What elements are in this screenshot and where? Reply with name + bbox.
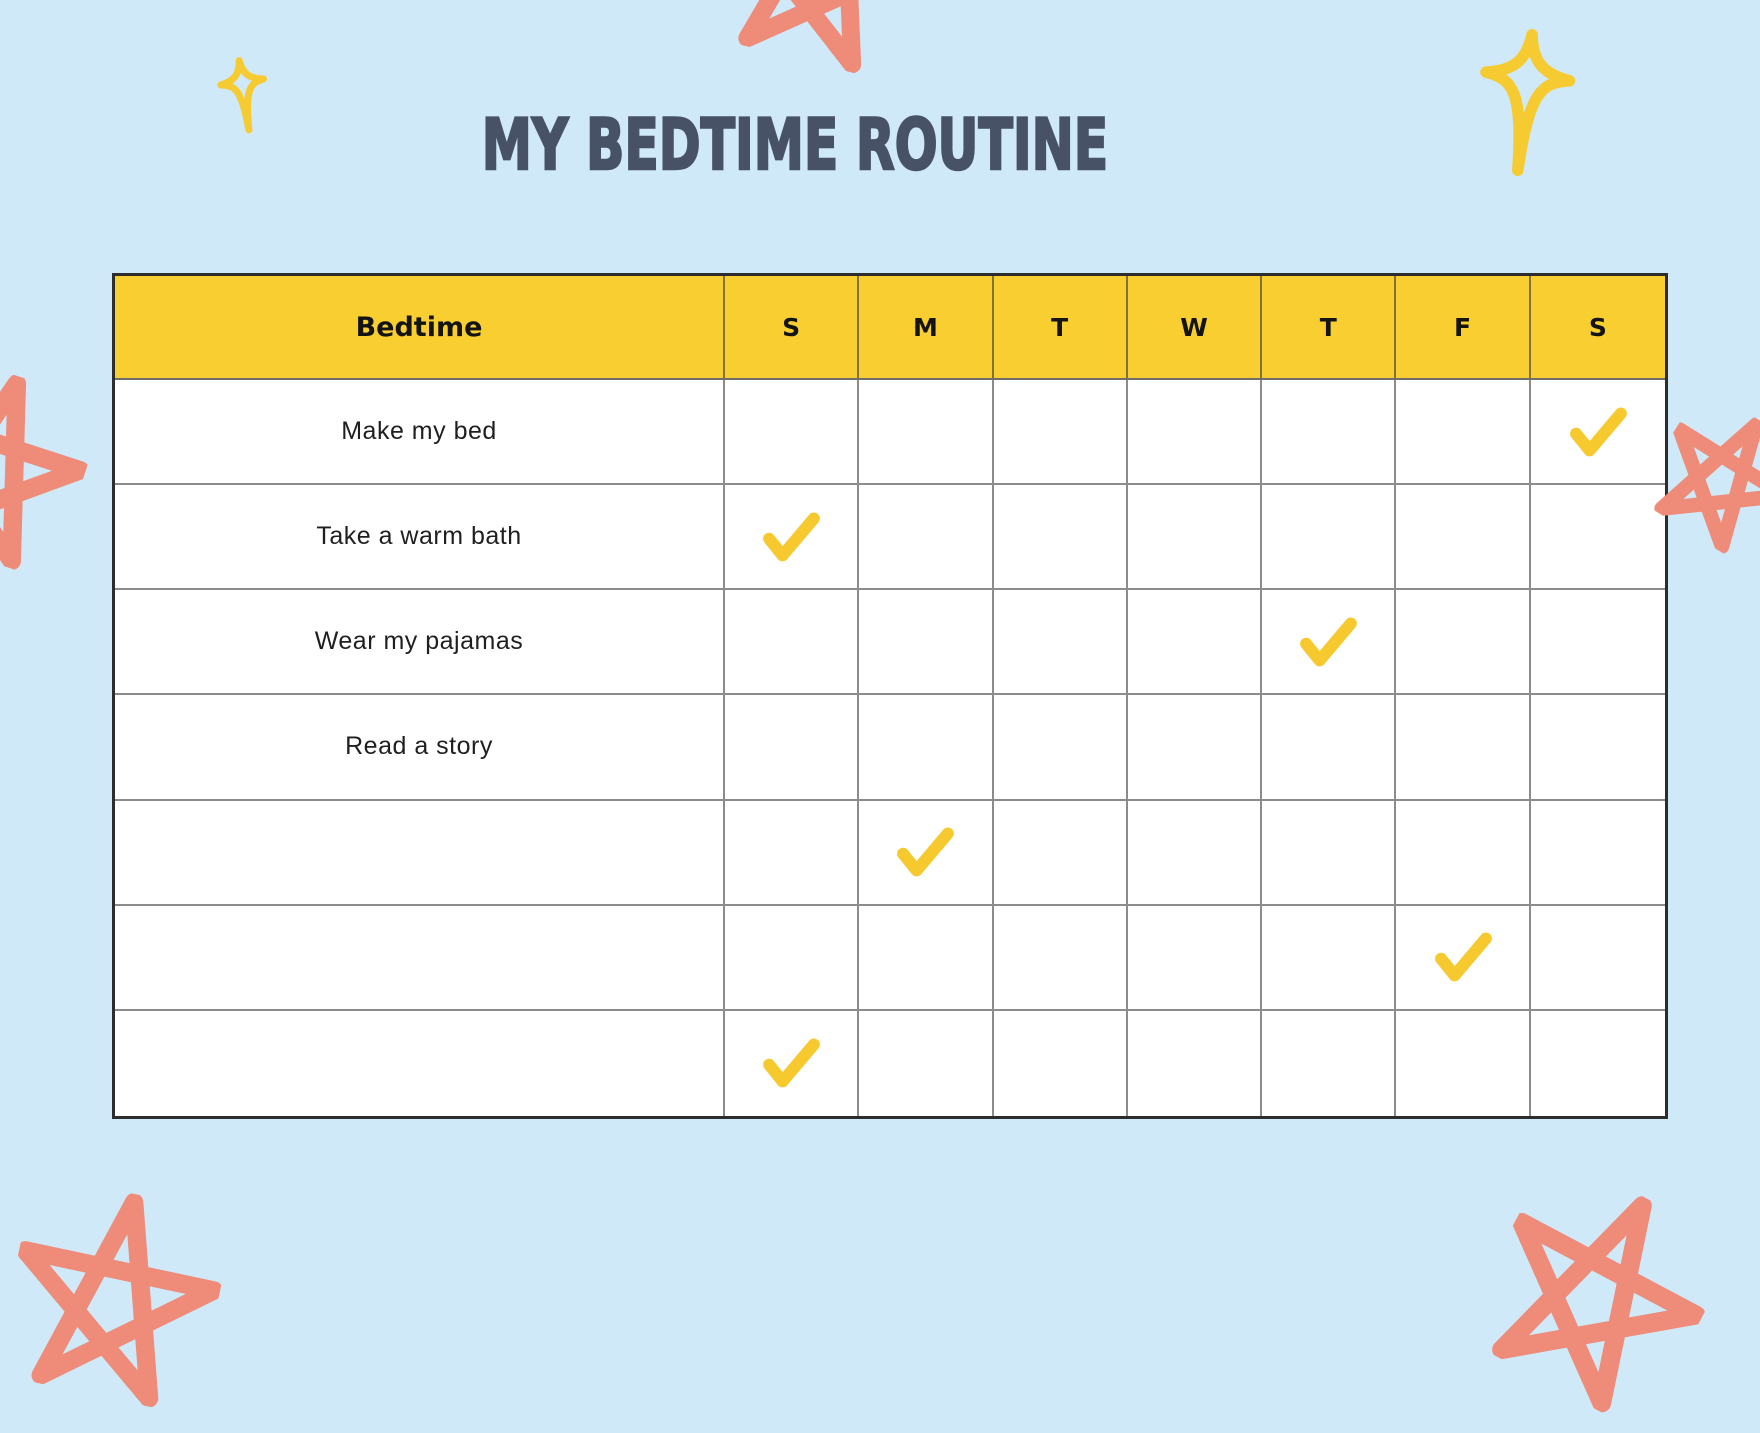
day-letter: W xyxy=(1180,312,1208,342)
checkmark-icon xyxy=(890,817,960,887)
task-cell xyxy=(115,590,725,695)
day-cell[interactable] xyxy=(725,1011,859,1116)
day-letter: T xyxy=(1319,312,1337,342)
header-day-t-2 xyxy=(994,276,1128,380)
star-icon xyxy=(0,348,107,581)
day-cell[interactable] xyxy=(859,906,993,1011)
day-cell[interactable] xyxy=(1262,1011,1396,1116)
day-cell[interactable] xyxy=(1128,906,1262,1011)
header-day-m-1 xyxy=(859,276,993,380)
day-cell[interactable] xyxy=(994,801,1128,906)
task-label: Read a story xyxy=(345,732,493,761)
day-cell[interactable] xyxy=(994,695,1128,800)
day-cell[interactable] xyxy=(1396,380,1530,485)
day-cell[interactable] xyxy=(859,695,993,800)
day-cell[interactable] xyxy=(725,485,859,590)
day-cell[interactable] xyxy=(1262,380,1396,485)
day-cell[interactable] xyxy=(1531,906,1665,1011)
day-letter: S xyxy=(1588,312,1607,342)
day-cell[interactable] xyxy=(1531,1011,1665,1116)
checkmark-icon xyxy=(1293,607,1363,677)
day-cell[interactable] xyxy=(725,380,859,485)
day-cell[interactable] xyxy=(1262,485,1396,590)
star-icon xyxy=(701,0,943,83)
day-cell[interactable] xyxy=(994,590,1128,695)
task-label: Make my bed xyxy=(341,417,497,446)
header-day-t-4 xyxy=(1262,276,1396,380)
day-cell[interactable] xyxy=(725,801,859,906)
day-cell[interactable] xyxy=(859,801,993,906)
header-day-s-0 xyxy=(725,276,859,380)
checkmark-icon xyxy=(756,1028,826,1098)
day-cell[interactable] xyxy=(859,1011,993,1116)
day-cell[interactable] xyxy=(1128,485,1262,590)
day-cell[interactable] xyxy=(1531,695,1665,800)
day-cell[interactable] xyxy=(1128,1011,1262,1116)
task-cell xyxy=(115,906,725,1011)
day-cell[interactable] xyxy=(1262,590,1396,695)
day-cell[interactable] xyxy=(859,485,993,590)
day-cell[interactable] xyxy=(1396,801,1530,906)
day-cell[interactable] xyxy=(725,695,859,800)
day-cell[interactable] xyxy=(859,590,993,695)
sparkle-icon xyxy=(1454,20,1595,184)
day-cell[interactable] xyxy=(1128,590,1262,695)
header-bedtime-cell xyxy=(115,276,725,380)
task-cell xyxy=(115,695,725,800)
page-title-text: MY BEDTIME ROUTINE xyxy=(481,104,1109,186)
page-title xyxy=(360,104,1230,186)
task-label: Take a warm bath xyxy=(316,522,522,551)
day-cell[interactable] xyxy=(1262,906,1396,1011)
header-day-w-3 xyxy=(1128,276,1262,380)
header-bedtime-label: Bedtime xyxy=(355,311,483,343)
task-cell xyxy=(115,1011,725,1116)
day-cell[interactable] xyxy=(1396,590,1530,695)
day-cell[interactable] xyxy=(994,485,1128,590)
day-cell[interactable] xyxy=(994,380,1128,485)
sparkle-icon xyxy=(207,52,281,138)
star-icon xyxy=(0,1173,236,1416)
header-day-f-5 xyxy=(1396,276,1530,380)
day-letter: M xyxy=(912,312,938,342)
day-cell[interactable] xyxy=(1396,1011,1530,1116)
task-cell xyxy=(115,380,725,485)
checkmark-icon xyxy=(756,502,826,572)
day-cell[interactable] xyxy=(1262,695,1396,800)
task-cell xyxy=(115,801,725,906)
day-cell[interactable] xyxy=(1262,801,1396,906)
day-letter: F xyxy=(1454,312,1472,342)
star-icon xyxy=(1455,1149,1739,1433)
day-cell[interactable] xyxy=(1531,590,1665,695)
day-letter: S xyxy=(782,312,801,342)
day-cell[interactable] xyxy=(1396,906,1530,1011)
day-cell[interactable] xyxy=(859,380,993,485)
day-cell[interactable] xyxy=(1396,695,1530,800)
day-cell[interactable] xyxy=(994,906,1128,1011)
task-label: Wear my pajamas xyxy=(314,627,524,656)
day-cell[interactable] xyxy=(994,1011,1128,1116)
day-cell[interactable] xyxy=(1128,380,1262,485)
day-cell[interactable] xyxy=(1128,801,1262,906)
task-cell xyxy=(115,485,725,590)
header-day-s-6 xyxy=(1531,276,1665,380)
day-cell[interactable] xyxy=(1396,485,1530,590)
day-cell[interactable] xyxy=(725,906,859,1011)
day-cell[interactable] xyxy=(1531,485,1665,590)
checkmark-icon xyxy=(1563,396,1633,466)
day-cell[interactable] xyxy=(725,590,859,695)
day-cell[interactable] xyxy=(1531,380,1665,485)
routine-table xyxy=(112,273,1668,1119)
day-letter: T xyxy=(1051,312,1069,342)
day-cell[interactable] xyxy=(1128,695,1262,800)
checkmark-icon xyxy=(1427,922,1497,992)
day-cell[interactable] xyxy=(1531,801,1665,906)
